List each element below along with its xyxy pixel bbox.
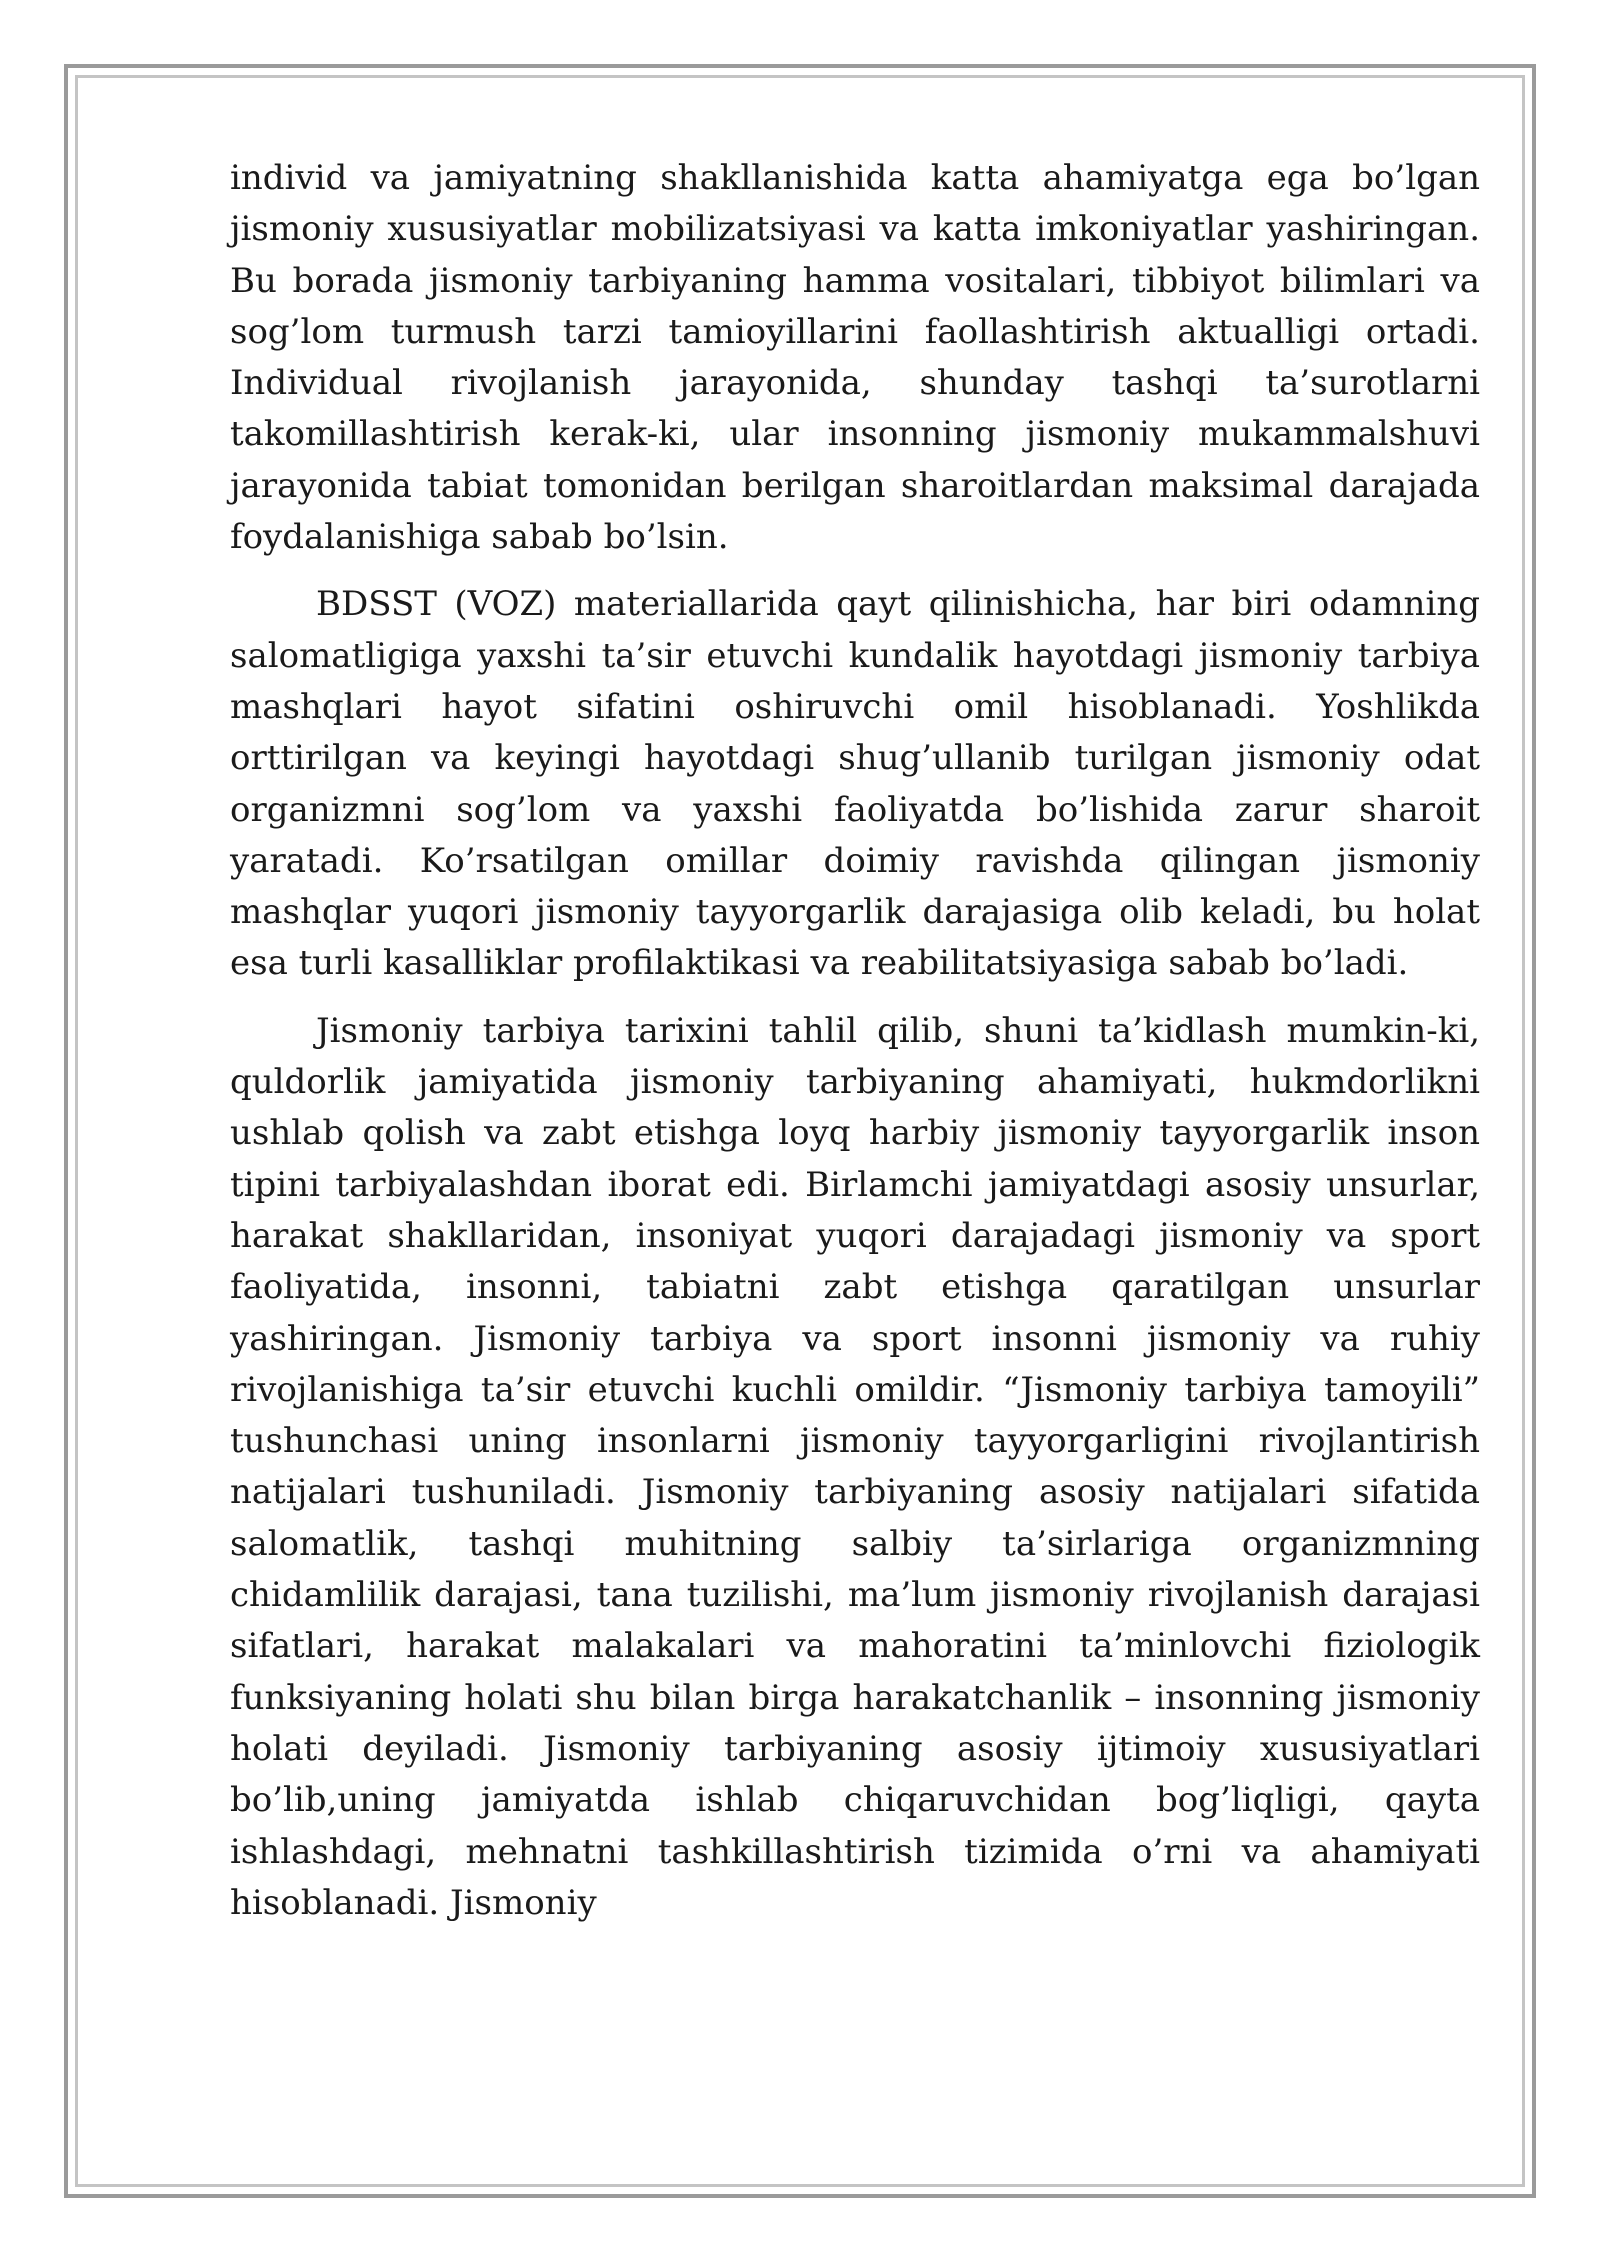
paragraph-continuation: individ va jamiyatning shakllanishida katta ahamiyatga ega bo’lgan jismoniy xususiyatlar mobilizatsiyasi va katta imkoniyatlar yashiringan. Bu borada jismoniy tarbiyaning hamma vositalari, tibbiyot bilimlari va sog’lom turmush tarzi tamioyillarini faollashtirish aktualligi ortadi. Individual rivojlanish jarayonida, shunday tashqi ta’surotlarni takomillashtirish kerak-ki, ular insonning jismoniy mukammalshuvi jarayonida tabiat tomonidan berilgan sharoitlardan maksimal darajada foydalanishiga sabab bo’lsin. xyxy=(230,158,1480,558)
paragraph-history: Jismoniy tarbiya tarixini tahlil qilib, shuni ta’kidlash mumkin-ki, quldorlik jamiyatida jismoniy tarbiyaning ahamiyati, hukmdorlikni ushlab qolish va zabt etishga loyq harbiy jismoniy tayyorgarlik inson tipini tarbiyalashdan iborat edi. Birlamchi jamiyatdagi asosiy unsurlar, harakat shakllaridan, insoniyat yuqori darajadagi jismoniy va sport faoliyatida, insonni, tabiatni zabt etishga qaratilgan unsurlar yashiringan. Jismoniy tarbiya va sport insonni jismoniy va ruhiy rivojlanishiga ta’sir etuvchi kuchli omildir. “Jismoniy tarbiya tamoyili” tushunchasi uning insonlarni jismoniy tayyorgarligini rivojlantirish natijalari tushuniladi. Jismoniy tarbiyaning asosiy natijalari sifatida salomatlik, tashqi muhitning salbiy ta’sirlariga organizmning chidamlilik darajasi, tana tuzilishi, ma’lum jismoniy rivojlanish darajasi sifatlari, harakat malakalari va mahoratini ta’minlovchi fiziologik funksiyaning holati shu bilan birga harakatchanlik – insonning jismoniy holati deyiladi. Jismoniy tarbiyaning asosiy ijtimoiy xususiyatlari bo’lib,uning jamiyatda ishlab chiqaruvchidan bog’liqligi, qayta ishlashdagi, mehnatni tashkillashtirish tizimida o’rni va ahamiyati hisoblanadi. Jismoniy xyxy=(230,1010,1480,1923)
paragraph-bdsst: BDSST (VOZ) materiallarida qayt qilinishicha, har biri odamning salomatligiga yaxshi ta’sir etuvchi kundalik hayotdagi jismoniy tarbiya mashqlari hayot sifatini oshiruvchi omil hisoblanadi. Yoshlikda orttirilgan va keyingi hayotdagi shug’ullanib turilgan jismoniy odat organizmni sog’lom va yaxshi faoliyatda bo’lishida zarur sharoit yaratadi. Ko’rsatilgan omillar doimiy ravishda qilingan jismoniy mashqlar yuqori jismoniy tayyorgarlik darajasiga olib keladi, bu holat esa turli kasalliklar profilaktikasi va reabilitatsiyasiga sabab bo’ladi. xyxy=(230,584,1480,984)
document-body xyxy=(230,153,1480,1945)
